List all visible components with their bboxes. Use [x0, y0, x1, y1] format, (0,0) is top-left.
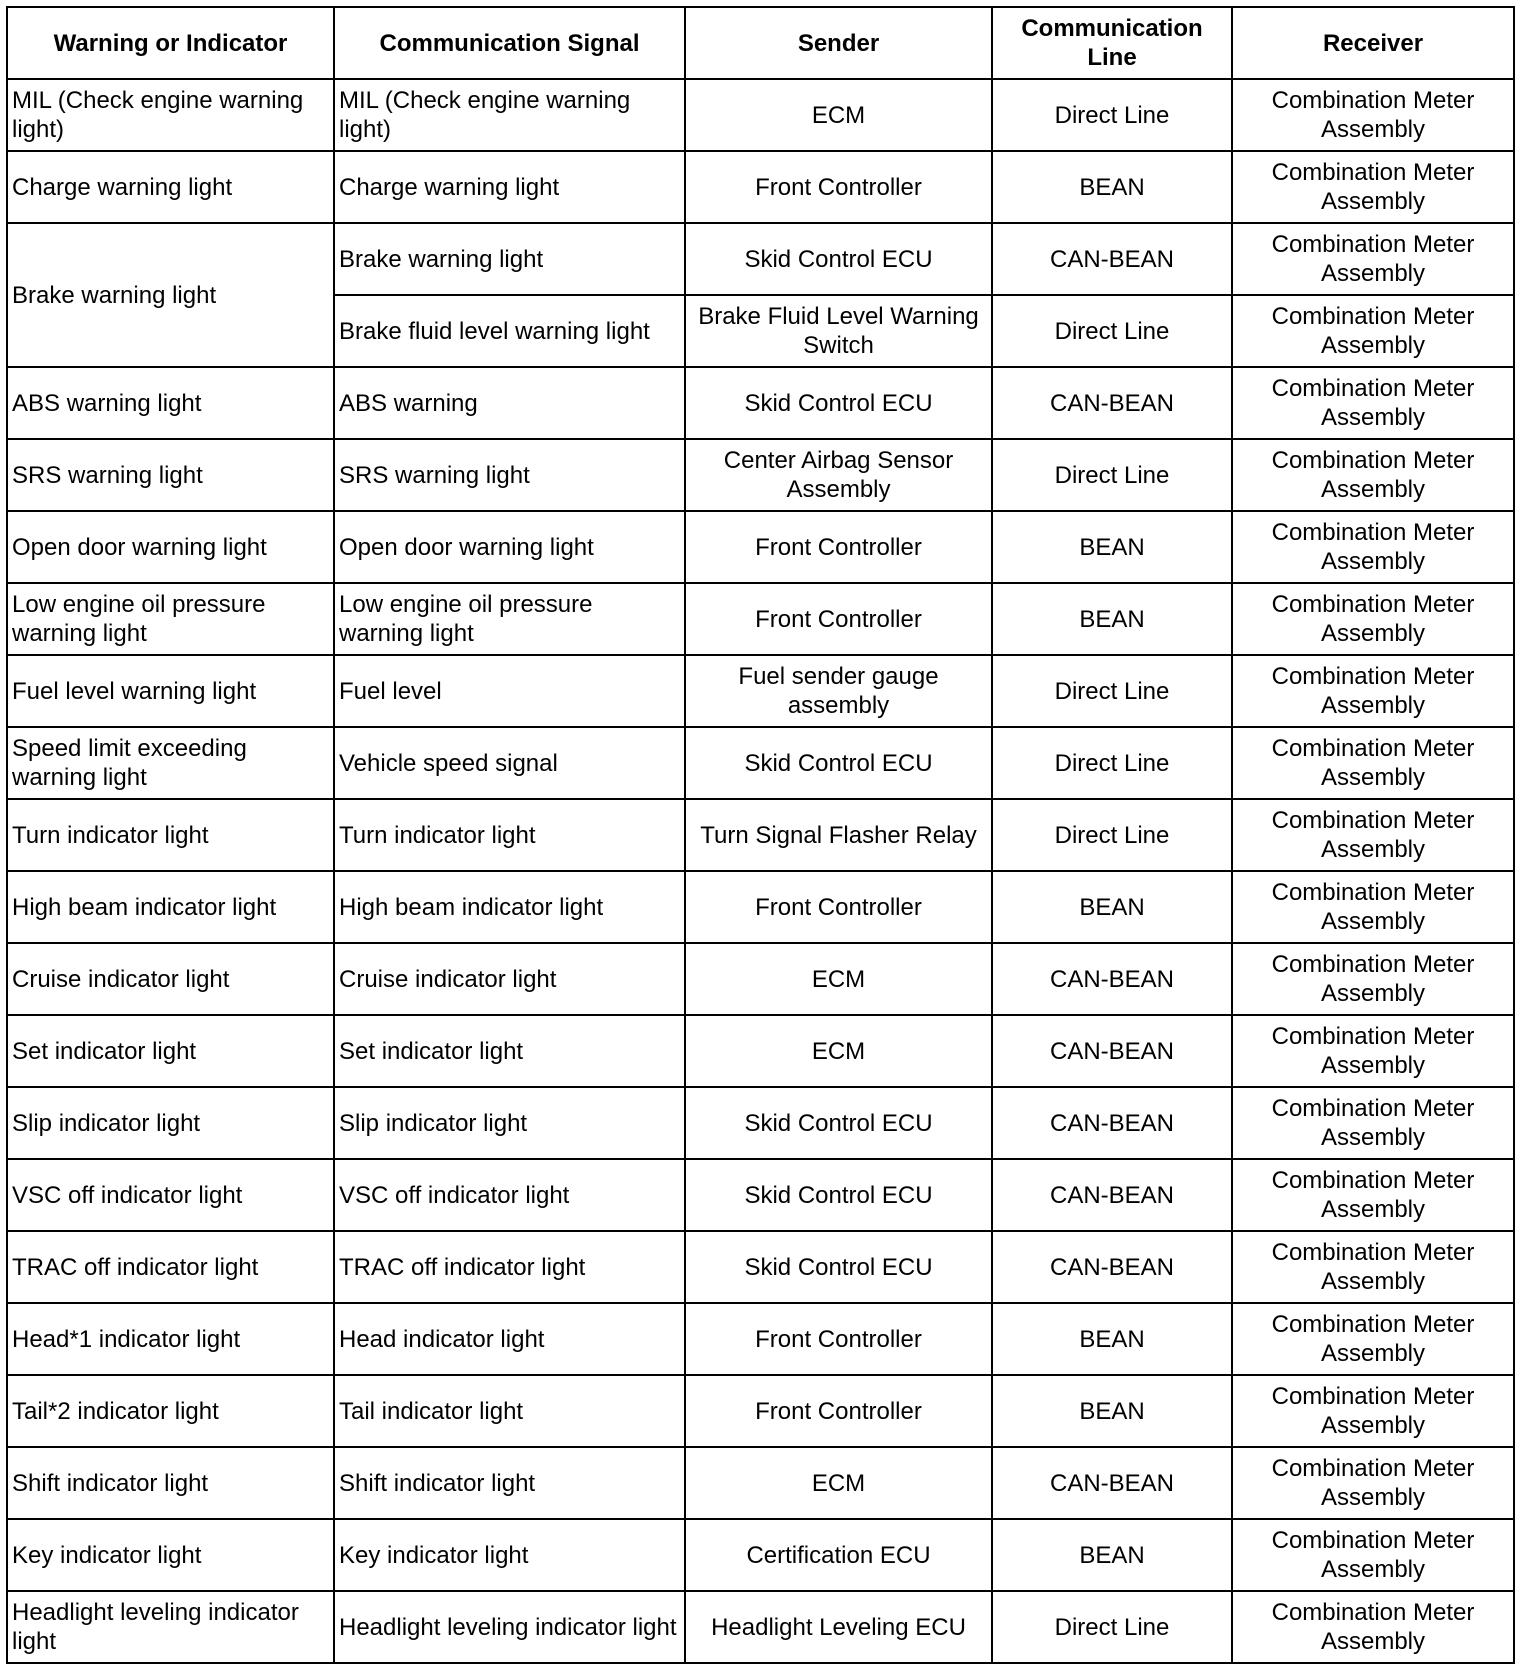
signal-cell: Key indicator light — [334, 1519, 685, 1591]
signal-cell: VSC off indicator light — [334, 1159, 685, 1231]
warning-cell: Cruise indicator light — [7, 943, 334, 1015]
signal-cell: Fuel level — [334, 655, 685, 727]
signal-cell: Brake fluid level warning light — [334, 295, 685, 367]
line-cell: Direct Line — [992, 655, 1232, 727]
signal-cell: TRAC off indicator light — [334, 1231, 685, 1303]
receiver-cell: Combination Meter Assembly — [1232, 727, 1514, 799]
table-row — [7, 1519, 1514, 1591]
sender-cell: Front Controller — [685, 1303, 992, 1375]
line-cell: CAN-BEAN — [992, 1231, 1232, 1303]
sender-cell: ECM — [685, 1447, 992, 1519]
signal-cell: MIL (Check engine warning light) — [334, 79, 685, 151]
warning-cell: Charge warning light — [7, 151, 334, 223]
receiver-cell: Combination Meter Assembly — [1232, 1015, 1514, 1087]
table-row — [7, 1447, 1514, 1519]
table-row — [7, 655, 1514, 727]
sender-cell: Front Controller — [685, 1375, 992, 1447]
table-row — [7, 943, 1514, 1015]
signal-cell: Tail indicator light — [334, 1375, 685, 1447]
signal-cell: Slip indicator light — [334, 1087, 685, 1159]
warning-cell: SRS warning light — [7, 439, 334, 511]
header-row — [7, 7, 1514, 79]
signal-cell: Cruise indicator light — [334, 943, 685, 1015]
warning-cell: Headlight leveling indicator light — [7, 1591, 334, 1663]
line-cell: Direct Line — [992, 727, 1232, 799]
receiver-cell: Combination Meter Assembly — [1232, 439, 1514, 511]
line-cell: CAN-BEAN — [992, 367, 1232, 439]
signal-cell: Turn indicator light — [334, 799, 685, 871]
sender-cell: Skid Control ECU — [685, 1087, 992, 1159]
receiver-cell: Combination Meter Assembly — [1232, 1087, 1514, 1159]
sender-cell: Center Airbag Sensor Assembly — [685, 439, 992, 511]
receiver-cell: Combination Meter Assembly — [1232, 655, 1514, 727]
table-row — [7, 1303, 1514, 1375]
line-cell: CAN-BEAN — [992, 1447, 1232, 1519]
warning-cell: Head*1 indicator light — [7, 1303, 334, 1375]
warning-cell: MIL (Check engine warning light) — [7, 79, 334, 151]
signal-cell: SRS warning light — [334, 439, 685, 511]
receiver-cell: Combination Meter Assembly — [1232, 799, 1514, 871]
signal-cell: Shift indicator light — [334, 1447, 685, 1519]
sender-cell: Front Controller — [685, 583, 992, 655]
communication-table — [6, 6, 1515, 1664]
line-cell: BEAN — [992, 1375, 1232, 1447]
signal-cell: Headlight leveling indicator light — [334, 1591, 685, 1663]
header-signal: Communication Signal — [334, 7, 685, 79]
sender-cell: Skid Control ECU — [685, 367, 992, 439]
warning-cell: VSC off indicator light — [7, 1159, 334, 1231]
sender-cell: Front Controller — [685, 511, 992, 583]
header-receiver: Receiver — [1232, 7, 1514, 79]
line-cell: Direct Line — [992, 79, 1232, 151]
signal-cell: ABS warning — [334, 367, 685, 439]
sender-cell: Turn Signal Flasher Relay — [685, 799, 992, 871]
receiver-cell: Combination Meter Assembly — [1232, 1375, 1514, 1447]
warning-cell: Brake warning light — [7, 223, 334, 367]
sender-cell: Front Controller — [685, 871, 992, 943]
table-row — [7, 79, 1514, 151]
receiver-cell: Combination Meter Assembly — [1232, 871, 1514, 943]
table-row — [7, 439, 1514, 511]
line-cell: CAN-BEAN — [992, 1015, 1232, 1087]
sender-cell: Skid Control ECU — [685, 727, 992, 799]
warning-cell: Turn indicator light — [7, 799, 334, 871]
sender-cell: Headlight Leveling ECU — [685, 1591, 992, 1663]
table-row — [7, 1375, 1514, 1447]
line-cell: Direct Line — [992, 1591, 1232, 1663]
sender-cell: Fuel sender gauge assembly — [685, 655, 992, 727]
receiver-cell: Combination Meter Assembly — [1232, 79, 1514, 151]
warning-cell: Set indicator light — [7, 1015, 334, 1087]
sender-cell: Skid Control ECU — [685, 223, 992, 295]
signal-cell: High beam indicator light — [334, 871, 685, 943]
sender-cell: Skid Control ECU — [685, 1231, 992, 1303]
receiver-cell: Combination Meter Assembly — [1232, 1519, 1514, 1591]
signal-cell: Low engine oil pressure warning light — [334, 583, 685, 655]
receiver-cell: Combination Meter Assembly — [1232, 1447, 1514, 1519]
line-cell: Direct Line — [992, 295, 1232, 367]
table-container — [6, 6, 1513, 1664]
warning-cell: Fuel level warning light — [7, 655, 334, 727]
signal-cell: Vehicle speed signal — [334, 727, 685, 799]
warning-cell: Tail*2 indicator light — [7, 1375, 334, 1447]
line-cell: BEAN — [992, 583, 1232, 655]
table-row — [7, 583, 1514, 655]
receiver-cell: Combination Meter Assembly — [1232, 223, 1514, 295]
header-line: Communication Line — [992, 7, 1232, 79]
warning-cell: Speed limit exceeding warning light — [7, 727, 334, 799]
sender-cell: ECM — [685, 1015, 992, 1087]
table-row — [7, 871, 1514, 943]
line-cell: CAN-BEAN — [992, 943, 1232, 1015]
sender-cell: Front Controller — [685, 151, 992, 223]
table-row — [7, 1087, 1514, 1159]
warning-cell: Key indicator light — [7, 1519, 334, 1591]
warning-cell: Slip indicator light — [7, 1087, 334, 1159]
table-row — [7, 1591, 1514, 1663]
table-row — [7, 727, 1514, 799]
table-row — [7, 223, 1514, 295]
table-row — [7, 511, 1514, 583]
sender-cell: Brake Fluid Level Warning Switch — [685, 295, 992, 367]
sender-cell: ECM — [685, 943, 992, 1015]
receiver-cell: Combination Meter Assembly — [1232, 151, 1514, 223]
signal-cell: Brake warning light — [334, 223, 685, 295]
table-row — [7, 1015, 1514, 1087]
signal-cell: Open door warning light — [334, 511, 685, 583]
line-cell: BEAN — [992, 871, 1232, 943]
receiver-cell: Combination Meter Assembly — [1232, 1303, 1514, 1375]
warning-cell: ABS warning light — [7, 367, 334, 439]
line-cell: BEAN — [992, 511, 1232, 583]
receiver-cell: Combination Meter Assembly — [1232, 1591, 1514, 1663]
warning-cell: Shift indicator light — [7, 1447, 334, 1519]
sender-cell: Certification ECU — [685, 1519, 992, 1591]
line-cell: BEAN — [992, 1303, 1232, 1375]
header-sender: Sender — [685, 7, 992, 79]
line-cell: Direct Line — [992, 439, 1232, 511]
table-row — [7, 799, 1514, 871]
receiver-cell: Combination Meter Assembly — [1232, 511, 1514, 583]
table-row — [7, 151, 1514, 223]
receiver-cell: Combination Meter Assembly — [1232, 295, 1514, 367]
warning-cell: TRAC off indicator light — [7, 1231, 334, 1303]
line-cell: CAN-BEAN — [992, 1087, 1232, 1159]
sender-cell: ECM — [685, 79, 992, 151]
receiver-cell: Combination Meter Assembly — [1232, 583, 1514, 655]
signal-cell: Set indicator light — [334, 1015, 685, 1087]
warning-cell: Open door warning light — [7, 511, 334, 583]
receiver-cell: Combination Meter Assembly — [1232, 1159, 1514, 1231]
line-cell: CAN-BEAN — [992, 1159, 1232, 1231]
receiver-cell: Combination Meter Assembly — [1232, 943, 1514, 1015]
table-row — [7, 367, 1514, 439]
line-cell: Direct Line — [992, 799, 1232, 871]
line-cell: BEAN — [992, 1519, 1232, 1591]
signal-cell: Charge warning light — [334, 151, 685, 223]
line-cell: CAN-BEAN — [992, 223, 1232, 295]
signal-cell: Head indicator light — [334, 1303, 685, 1375]
receiver-cell: Combination Meter Assembly — [1232, 367, 1514, 439]
line-cell: BEAN — [992, 151, 1232, 223]
table-row — [7, 1231, 1514, 1303]
warning-cell: Low engine oil pressure warning light — [7, 583, 334, 655]
sender-cell: Skid Control ECU — [685, 1159, 992, 1231]
receiver-cell: Combination Meter Assembly — [1232, 1231, 1514, 1303]
warning-cell: High beam indicator light — [7, 871, 334, 943]
table-row — [7, 1159, 1514, 1231]
header-warning: Warning or Indicator — [7, 7, 334, 79]
